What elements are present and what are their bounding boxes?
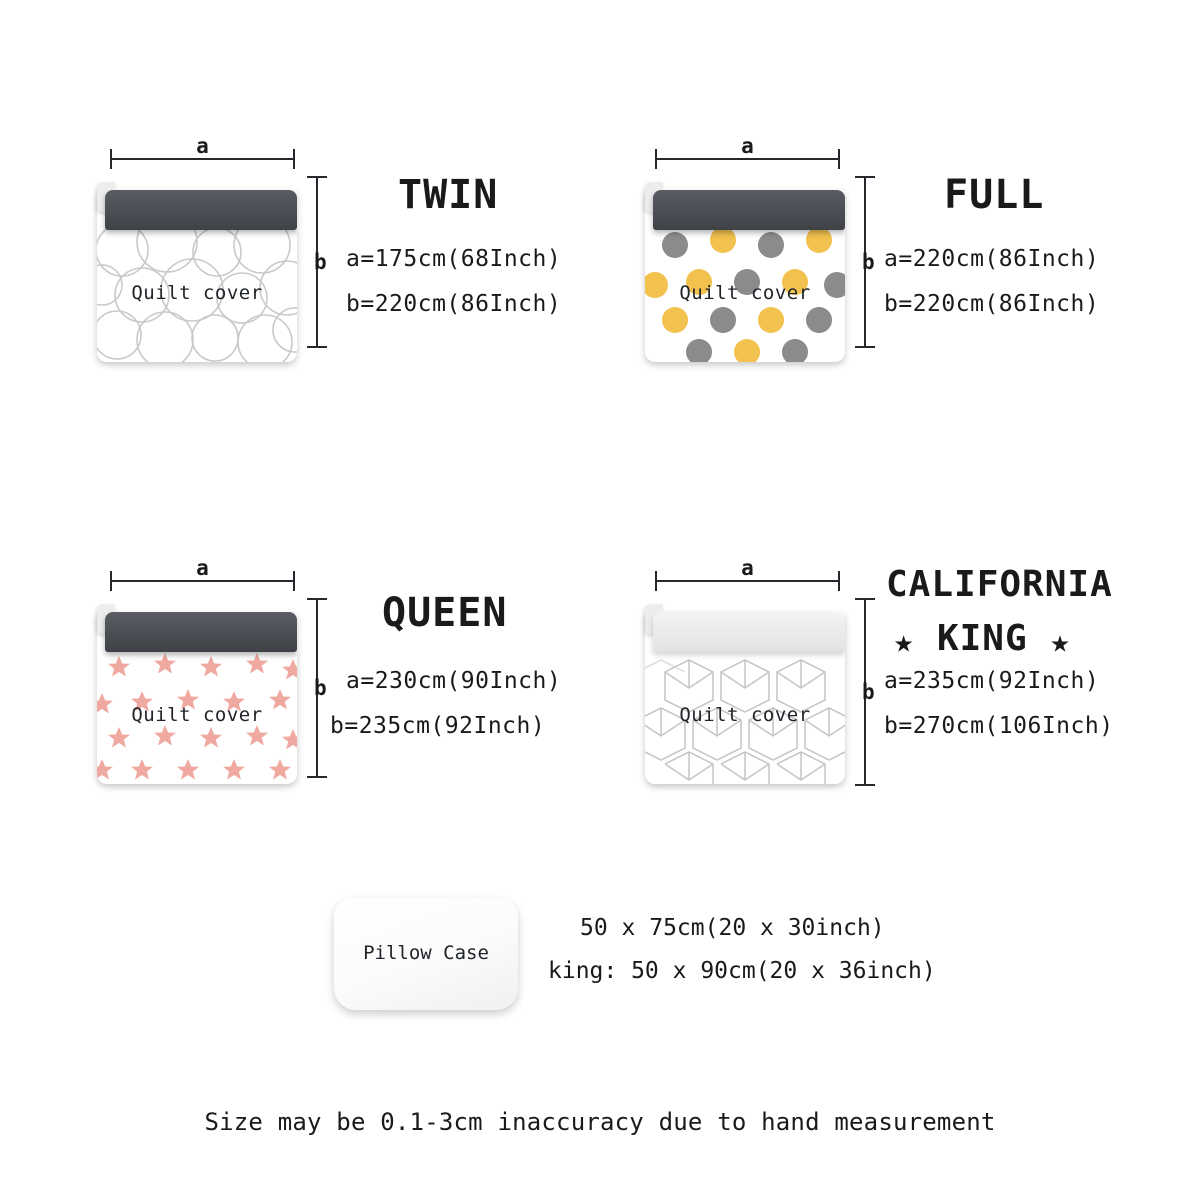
full-dim-b: b=220cm(86Inch) bbox=[884, 291, 1100, 317]
queen-dim-a: a=230cm(90Inch) bbox=[346, 668, 562, 694]
quilt-cover-label: Quilt cover bbox=[679, 282, 811, 304]
queen-width-label: a bbox=[196, 556, 209, 580]
calking-dim-a: a=235cm(92Inch) bbox=[884, 668, 1100, 694]
ruler-line bbox=[655, 580, 840, 582]
full-width-ruler bbox=[655, 134, 840, 166]
quilt-body bbox=[645, 190, 845, 362]
twin-quilt-illustration bbox=[97, 168, 307, 368]
calking-dim-b: b=270cm(106Inch) bbox=[884, 713, 1114, 739]
full-width-label: a bbox=[741, 134, 754, 158]
calking-king-text: KING bbox=[936, 618, 1028, 659]
twin-title: TWIN bbox=[398, 172, 499, 218]
calking-height-ruler bbox=[844, 598, 874, 786]
ruler-line bbox=[655, 158, 840, 160]
twin-height-label: b bbox=[314, 250, 327, 274]
calking-height-label: b bbox=[862, 680, 875, 704]
queen-width-ruler bbox=[110, 556, 295, 588]
pillow-dim-standard: 50 x 75cm(20 x 30inch) bbox=[580, 915, 885, 941]
twin-dim-a: a=175cm(68Inch) bbox=[346, 246, 562, 272]
twin-width-label: a bbox=[196, 134, 209, 158]
star-icon-left: ★ bbox=[894, 622, 915, 660]
quilt-fold-top bbox=[653, 190, 845, 230]
calking-title-line1: CALIFORNIA bbox=[886, 564, 1113, 605]
calking-title-line2 bbox=[894, 618, 1071, 660]
full-height-label: b bbox=[862, 250, 875, 274]
full-title: FULL bbox=[944, 172, 1045, 218]
full-quilt-illustration bbox=[645, 168, 855, 368]
quilt-cover-label: Quilt cover bbox=[131, 704, 263, 726]
pillow-dim-king: king: 50 x 90cm(20 x 36inch) bbox=[548, 958, 936, 984]
queen-title: QUEEN bbox=[382, 590, 508, 636]
queen-quilt-illustration bbox=[97, 590, 307, 790]
twin-width-ruler bbox=[110, 134, 295, 166]
ruler-line bbox=[110, 580, 295, 582]
quilt-fold-top bbox=[105, 612, 297, 652]
queen-height-label: b bbox=[314, 676, 327, 700]
quilt-body bbox=[645, 612, 845, 784]
calking-quilt-illustration bbox=[645, 590, 855, 790]
quilt-cover-label: Quilt cover bbox=[131, 282, 263, 304]
quilt-fold-top bbox=[653, 612, 845, 652]
queen-dim-b: b=235cm(92Inch) bbox=[330, 713, 546, 739]
calking-width-ruler bbox=[655, 556, 840, 588]
measurement-disclaimer: Size may be 0.1-3cm inaccuracy due to hand measurement bbox=[204, 1108, 996, 1136]
star-icon-right: ★ bbox=[1050, 622, 1071, 660]
quilt-body bbox=[97, 612, 297, 784]
full-height-ruler bbox=[844, 176, 874, 348]
quilt-fold-top bbox=[105, 190, 297, 230]
pillow-case-label: Pillow Case bbox=[363, 942, 489, 964]
twin-dim-b: b=220cm(86Inch) bbox=[346, 291, 562, 317]
quilt-body bbox=[97, 190, 297, 362]
queen-height-ruler bbox=[296, 598, 326, 778]
calking-width-label: a bbox=[741, 556, 754, 580]
full-dim-a: a=220cm(86Inch) bbox=[884, 246, 1100, 272]
quilt-cover-label: Quilt cover bbox=[679, 704, 811, 726]
twin-height-ruler bbox=[296, 176, 326, 348]
ruler-line bbox=[110, 158, 295, 160]
pillow-case-illustration bbox=[334, 898, 518, 1010]
